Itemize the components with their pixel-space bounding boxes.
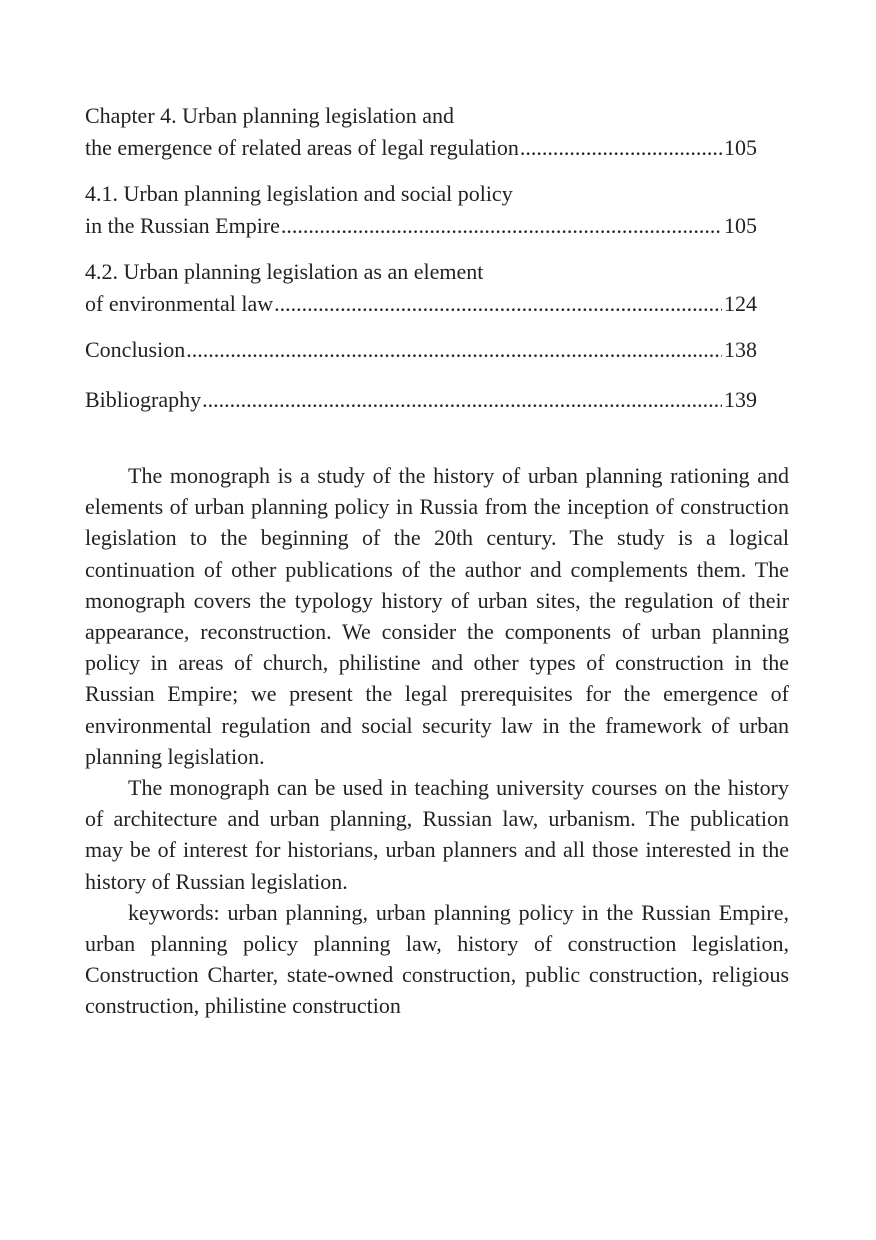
toc-entry-leader-line <box>85 132 757 164</box>
toc-entry-leader-line <box>85 210 757 242</box>
toc-entry-section-4-1[interactable] <box>85 178 757 241</box>
toc-page-number: 124 <box>724 290 757 316</box>
toc-entry-title-line: in the Russian Empire <box>85 212 280 238</box>
dot-leader <box>274 288 722 320</box>
dot-leader <box>202 384 722 416</box>
toc-entry-chapter-4[interactable] <box>85 100 757 163</box>
toc-entry-title-line: of environmental law <box>85 290 274 316</box>
toc-entry-title-line: Conclusion <box>85 337 186 362</box>
dot-leader <box>520 132 722 164</box>
dot-leader <box>186 334 722 366</box>
toc-entry-title-line: Bibliography <box>85 387 202 412</box>
toc-page-number: 105 <box>724 134 757 160</box>
toc-entry-leader-line <box>85 288 757 320</box>
toc-page-number: 139 <box>724 387 757 412</box>
toc-entry-conclusion[interactable] <box>85 334 757 366</box>
toc-entry-title-line: the emergence of related areas of legal regulation <box>85 134 519 160</box>
toc-entry-title-line: 4.2. Urban planning legislation as an element <box>85 259 484 284</box>
abstract-paragraph: The monograph is a study of the history of urban planning rationing and elements of urban planning policy in Russia from the inception of construction legislation to the beginning of the 20th century. The study is a logical continuation of other publications of the author and complements them. The monograph covers the typology history of urban sites, the regulation of their appearance, reconstruction. We consider the components of urban planning policy in areas of church, philistine and other types of construction in the Russian Empire; we present the legal prerequisites for the emergence of environmental regulation and social security law in the framework of urban planning legislation. <box>85 463 789 769</box>
toc-page-number: 138 <box>724 337 757 362</box>
toc-page-number: 105 <box>724 212 757 238</box>
abstract-paragraph: The monograph can be used in teaching university courses on the history of architecture and urban planning, Russian law, urbanism. The publication may be of interest for historians, urban planners and all those interested in the history of Russian legislation. <box>85 775 789 894</box>
toc-entry-leader-line <box>85 384 757 416</box>
toc-entry-leader-line <box>85 334 757 366</box>
table-of-contents <box>85 100 757 416</box>
toc-entry-bibliography[interactable] <box>85 384 757 416</box>
dot-leader <box>281 210 722 242</box>
abstract <box>85 460 789 1022</box>
toc-entry-title-line: Chapter 4. Urban planning legislation and <box>85 103 455 128</box>
toc-entry-section-4-2[interactable] <box>85 256 757 319</box>
keywords-paragraph: keywords: urban planning, urban planning policy in the Russian Empire, urban planning policy planning law, history of construction legislation, Construction Charter, state-owned construction, public construction, religious construction, philistine construction <box>85 899 789 1019</box>
toc-entry-title-line: 4.1. Urban planning legislation and social policy <box>85 181 513 206</box>
